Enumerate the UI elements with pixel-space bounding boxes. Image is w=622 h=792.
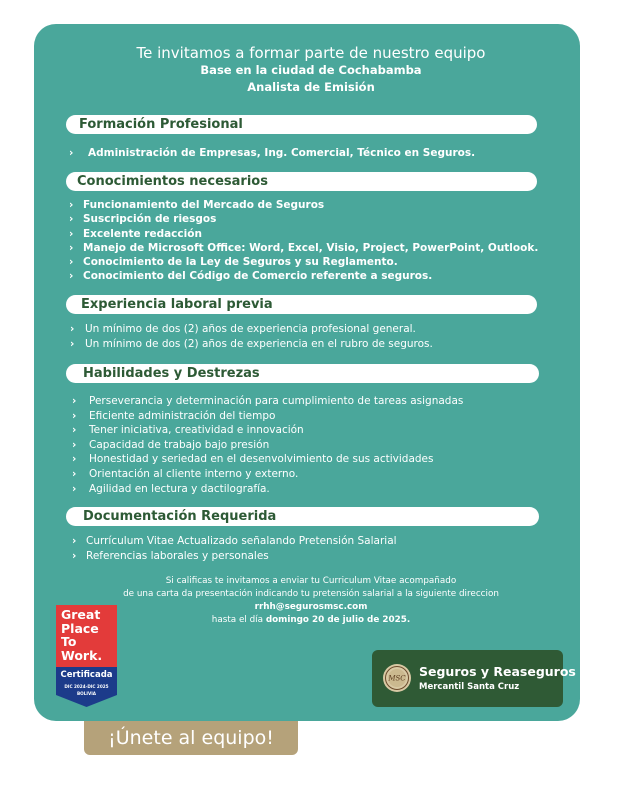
invitation-heading: Te invitamos a formar parte de nuestro equipo <box>136 44 486 62</box>
gptw-country: BOLIVIA <box>76 691 97 696</box>
list-item: › Honestidad y seriedad en el desenvolvimiento de sus actividades <box>72 453 434 466</box>
list-item: › Un mínimo de dos (2) años de experiencia en el rubro de seguros. <box>70 337 433 350</box>
chevron-right-icon: › <box>69 213 74 226</box>
list-item: › Referencias laborales y personales <box>72 549 269 562</box>
chevron-right-icon: › <box>69 227 74 240</box>
list-documentacion <box>72 534 397 563</box>
list-item: › Perseverancia y determinación para cumplimiento de tareas asignadas <box>72 395 464 407</box>
list-item: › Conocimiento del Código de Comercio referente a seguros. <box>69 270 433 283</box>
section-title-formacion: Formación Profesional <box>66 115 537 134</box>
list-item: › Tener iniciativa, creatividad e innovación <box>72 424 304 437</box>
chevron-right-icon: › <box>72 467 77 480</box>
list-formacion <box>69 146 475 160</box>
gptw-wordmark: Great Place To Work. <box>61 607 103 663</box>
chevron-right-icon: › <box>72 409 77 422</box>
list-experiencia <box>70 322 433 351</box>
deadline-prefix: hasta el día <box>211 615 266 625</box>
chevron-right-icon: › <box>69 270 74 283</box>
location-line: Base en la ciudad de Cochabamba <box>200 63 422 77</box>
list-item: › Eficiente administración del tiempo <box>72 409 276 422</box>
chevron-right-icon: › <box>72 438 77 451</box>
company-name: Seguros y Reaseguros <box>419 664 576 679</box>
email-address[interactable]: rrhh@segurosmsc.com <box>254 602 368 612</box>
position-title: Analista de Emisión <box>247 80 375 94</box>
list-item: › Administración de Empresas, Ing. Comercial, Técnico en Seguros. <box>69 147 476 159</box>
list-item: › Agilidad en lectura y dactilografía. <box>72 482 270 495</box>
list-item: › Conocimiento de la Ley de Seguros y su Reglamento. <box>69 256 398 269</box>
section-title-documentacion: Documentación Requerida <box>66 507 539 526</box>
join-team-button[interactable]: ¡Únete al equipo! <box>84 721 298 755</box>
chevron-right-icon: › <box>72 395 77 407</box>
application-note-line1: Si calificas te invitamos a enviar tu Curriculum Vitae acompañado <box>165 576 457 586</box>
msc-seal-icon <box>382 663 412 693</box>
list-item: › Funcionamiento del Mercado de Seguros <box>69 199 325 211</box>
chevron-right-icon: › <box>72 453 77 466</box>
chevron-right-icon: › <box>70 337 75 350</box>
gptw-certified-label: Certificada <box>60 670 113 680</box>
section-title-conocimientos: Conocimientos necesarios <box>66 172 537 191</box>
list-conocimientos <box>69 198 538 284</box>
list-item: › Capacidad de trabajo bajo presión <box>72 438 270 451</box>
chevron-right-icon: › <box>69 256 74 269</box>
chevron-right-icon: › <box>72 535 77 547</box>
company-subname: Mercantil Santa Cruz <box>419 682 520 692</box>
list-item: › Manejo de Microsoft Office: Word, Excel, Visio, Project, PowerPoint, Outlook. <box>69 241 539 254</box>
list-item: › Excelente redacción <box>69 227 202 240</box>
chevron-right-icon: › <box>72 424 77 437</box>
deadline-date: domingo 20 de julio de 2025. <box>265 615 411 625</box>
chevron-right-icon: › <box>69 199 74 211</box>
chevron-right-icon: › <box>69 147 74 159</box>
company-logo-block <box>372 650 576 707</box>
chevron-right-icon: › <box>69 241 74 254</box>
chevron-right-icon: › <box>72 549 77 562</box>
list-item: › Currículum Vitae Actualizado señalando Pretensión Salarial <box>72 535 397 547</box>
list-item: › Suscripción de riesgos <box>69 213 217 226</box>
section-title-habilidades: Habilidades y Destrezas <box>66 364 539 383</box>
list-item: › Un mínimo de dos (2) años de experiencia profesional general. <box>70 323 416 335</box>
chevron-right-icon: › <box>70 323 75 335</box>
list-item: › Orientación al cliente interno y externo. <box>72 467 299 480</box>
application-note-line2: de una carta da presentación indicando tu pretensión salarial a la siguiente direccion <box>123 589 499 599</box>
list-habilidades <box>72 394 463 496</box>
great-place-to-work-badge <box>56 605 117 707</box>
section-title-experiencia: Experiencia laboral previa <box>66 295 537 314</box>
svg-text:MSC: MSC <box>388 674 406 683</box>
gptw-period: DIC 2024-DIC 2025 <box>64 684 109 689</box>
chevron-right-icon: › <box>72 482 77 495</box>
